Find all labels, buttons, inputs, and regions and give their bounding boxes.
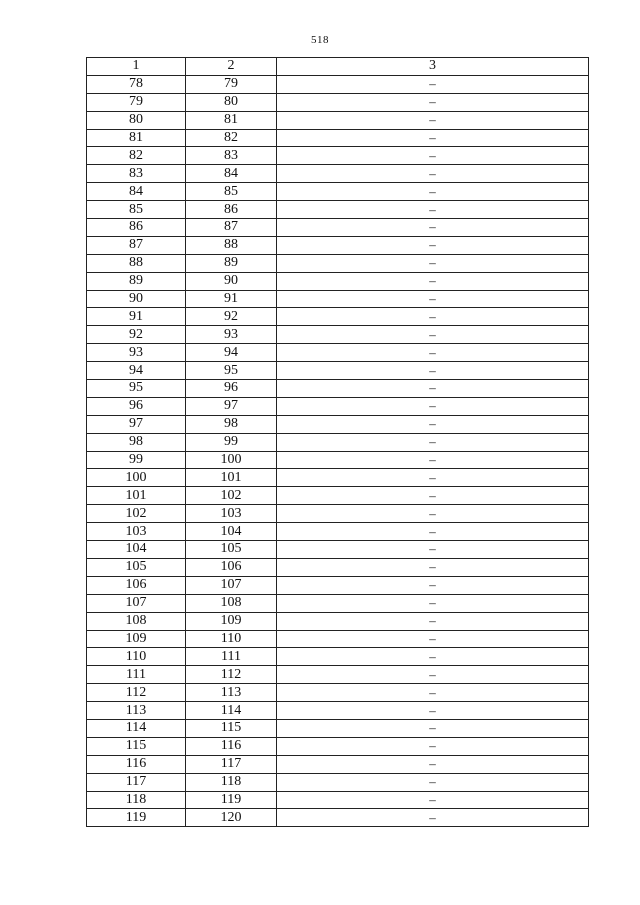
table-cell-col-1: 93 <box>87 344 186 362</box>
data-table <box>86 57 589 827</box>
table-cell-col-1: 112 <box>87 684 186 702</box>
table-cell-col-2: 104 <box>186 523 277 541</box>
table-cell-col-3: – <box>277 612 589 630</box>
table-cell-col-1: 95 <box>87 380 186 398</box>
table-cell-col-2: 116 <box>186 737 277 755</box>
table-cell-col-2: 86 <box>186 201 277 219</box>
table-cell-col-2: 98 <box>186 415 277 433</box>
table-cell-col-3: – <box>277 648 589 666</box>
table-cell-col-3: – <box>277 129 589 147</box>
table-row <box>87 111 589 129</box>
table-cell-col-3: – <box>277 666 589 684</box>
table-cell-col-2: 82 <box>186 129 277 147</box>
table-row <box>87 201 589 219</box>
table-row <box>87 594 589 612</box>
table-cell-col-3: – <box>277 326 589 344</box>
table-cell-col-1: 99 <box>87 451 186 469</box>
table-cell-col-1: 111 <box>87 666 186 684</box>
table-row <box>87 648 589 666</box>
table-cell-col-2: 95 <box>186 362 277 380</box>
table-cell-col-3: – <box>277 93 589 111</box>
table-cell-col-1: 86 <box>87 219 186 237</box>
table-cell-col-2: 106 <box>186 558 277 576</box>
table-row <box>87 809 589 827</box>
table-cell-col-2: 102 <box>186 487 277 505</box>
table-cell-col-2: 108 <box>186 594 277 612</box>
table-row <box>87 236 589 254</box>
table-cell-col-3: – <box>277 451 589 469</box>
table-cell-col-3: – <box>277 219 589 237</box>
table-cell-col-1: 118 <box>87 791 186 809</box>
table-cell-col-2: 120 <box>186 809 277 827</box>
table-cell-col-1: 81 <box>87 129 186 147</box>
table-cell-col-3: – <box>277 576 589 594</box>
table-row <box>87 326 589 344</box>
table-cell-col-2: 113 <box>186 684 277 702</box>
table-row <box>87 129 589 147</box>
table-cell-col-2: 107 <box>186 576 277 594</box>
table-row <box>87 362 589 380</box>
table-cell-col-2: 112 <box>186 666 277 684</box>
table-row <box>87 487 589 505</box>
table-cell-col-2: 115 <box>186 719 277 737</box>
table-cell-col-3: – <box>277 487 589 505</box>
table-cell-col-3: – <box>277 290 589 308</box>
table-row <box>87 75 589 93</box>
table-cell-col-3: – <box>277 737 589 755</box>
table-cell-col-2: 109 <box>186 612 277 630</box>
table-cell-col-2: 101 <box>186 469 277 487</box>
table-body <box>87 75 589 826</box>
table-cell-col-3: – <box>277 684 589 702</box>
table-cell-col-1: 107 <box>87 594 186 612</box>
table-cell-col-1: 116 <box>87 755 186 773</box>
table-cell-col-3: – <box>277 147 589 165</box>
table-cell-col-2: 103 <box>186 505 277 523</box>
page-number: 518 <box>311 34 329 46</box>
table-cell-col-3: – <box>277 362 589 380</box>
table-cell-col-1: 106 <box>87 576 186 594</box>
table-cell-col-1: 109 <box>87 630 186 648</box>
table-row <box>87 433 589 451</box>
table-cell-col-3: – <box>277 433 589 451</box>
table-cell-col-2: 96 <box>186 380 277 398</box>
table-row <box>87 397 589 415</box>
table-cell-col-2: 87 <box>186 219 277 237</box>
table-cell-col-2: 117 <box>186 755 277 773</box>
table-cell-col-3: – <box>277 308 589 326</box>
table-cell-col-1: 88 <box>87 254 186 272</box>
table-row <box>87 290 589 308</box>
table-cell-col-1: 84 <box>87 183 186 201</box>
table-cell-col-3: – <box>277 254 589 272</box>
table-row <box>87 737 589 755</box>
column-header-1: 1 <box>87 58 186 76</box>
table-cell-col-1: 114 <box>87 719 186 737</box>
table-cell-col-2: 100 <box>186 451 277 469</box>
table-cell-col-1: 94 <box>87 362 186 380</box>
table-row <box>87 415 589 433</box>
table-cell-col-1: 110 <box>87 648 186 666</box>
table-cell-col-3: – <box>277 809 589 827</box>
table-cell-col-3: – <box>277 469 589 487</box>
table-cell-col-1: 79 <box>87 93 186 111</box>
table-cell-col-1: 101 <box>87 487 186 505</box>
table-cell-col-2: 99 <box>186 433 277 451</box>
table-cell-col-3: – <box>277 558 589 576</box>
table-cell-col-1: 83 <box>87 165 186 183</box>
table-cell-col-1: 102 <box>87 505 186 523</box>
table-cell-col-3: – <box>277 719 589 737</box>
table-cell-col-2: 92 <box>186 308 277 326</box>
table-row <box>87 576 589 594</box>
table-cell-col-2: 81 <box>186 111 277 129</box>
table-cell-col-2: 89 <box>186 254 277 272</box>
table-row <box>87 541 589 559</box>
table-cell-col-1: 119 <box>87 809 186 827</box>
table-row <box>87 254 589 272</box>
table-row <box>87 93 589 111</box>
table-cell-col-3: – <box>277 183 589 201</box>
table-cell-col-3: – <box>277 505 589 523</box>
table-cell-col-2: 110 <box>186 630 277 648</box>
table-cell-col-3: – <box>277 630 589 648</box>
table-cell-col-2: 85 <box>186 183 277 201</box>
table-cell-col-1: 97 <box>87 415 186 433</box>
table-cell-col-2: 84 <box>186 165 277 183</box>
table-cell-col-3: – <box>277 541 589 559</box>
table-cell-col-1: 90 <box>87 290 186 308</box>
table-row <box>87 219 589 237</box>
table-cell-col-3: – <box>277 75 589 93</box>
table-row <box>87 380 589 398</box>
table-row <box>87 773 589 791</box>
table-cell-col-2: 90 <box>186 272 277 290</box>
table-row <box>87 523 589 541</box>
table-cell-col-3: – <box>277 380 589 398</box>
table-row <box>87 719 589 737</box>
column-header-3: 3 <box>277 58 589 76</box>
table-cell-col-2: 83 <box>186 147 277 165</box>
table-cell-col-1: 78 <box>87 75 186 93</box>
table-cell-col-2: 88 <box>186 236 277 254</box>
table-cell-col-3: – <box>277 594 589 612</box>
table-cell-col-3: – <box>277 755 589 773</box>
table-cell-col-1: 100 <box>87 469 186 487</box>
table-cell-col-3: – <box>277 344 589 362</box>
table-row <box>87 755 589 773</box>
table-cell-col-3: – <box>277 415 589 433</box>
table-row <box>87 147 589 165</box>
table-cell-col-2: 105 <box>186 541 277 559</box>
table-cell-col-1: 91 <box>87 308 186 326</box>
table-cell-col-1: 89 <box>87 272 186 290</box>
table-cell-col-1: 92 <box>87 326 186 344</box>
table-cell-col-1: 96 <box>87 397 186 415</box>
table-cell-col-1: 98 <box>87 433 186 451</box>
table-cell-col-1: 85 <box>87 201 186 219</box>
table-cell-col-3: – <box>277 272 589 290</box>
table-cell-col-3: – <box>277 791 589 809</box>
table-cell-col-1: 103 <box>87 523 186 541</box>
table-cell-col-2: 97 <box>186 397 277 415</box>
table-cell-col-2: 79 <box>186 75 277 93</box>
table-cell-col-3: – <box>277 773 589 791</box>
table-cell-col-3: – <box>277 397 589 415</box>
table-header-row <box>87 58 589 76</box>
table-cell-col-2: 119 <box>186 791 277 809</box>
table-row <box>87 558 589 576</box>
table-cell-col-2: 94 <box>186 344 277 362</box>
table-row <box>87 308 589 326</box>
table-cell-col-3: – <box>277 165 589 183</box>
table-cell-col-2: 118 <box>186 773 277 791</box>
table-row <box>87 469 589 487</box>
table-row <box>87 344 589 362</box>
table-cell-col-3: – <box>277 111 589 129</box>
table-cell-col-1: 104 <box>87 541 186 559</box>
table-row <box>87 165 589 183</box>
table-cell-col-3: – <box>277 236 589 254</box>
table-row <box>87 505 589 523</box>
table-cell-col-2: 91 <box>186 290 277 308</box>
table-row <box>87 630 589 648</box>
table-cell-col-1: 117 <box>87 773 186 791</box>
table-row <box>87 272 589 290</box>
table-cell-col-1: 80 <box>87 111 186 129</box>
table-cell-col-2: 80 <box>186 93 277 111</box>
table-cell-col-1: 108 <box>87 612 186 630</box>
table-row <box>87 702 589 720</box>
table-cell-col-3: – <box>277 702 589 720</box>
table-cell-col-3: – <box>277 523 589 541</box>
table-cell-col-2: 111 <box>186 648 277 666</box>
column-header-2: 2 <box>186 58 277 76</box>
table-cell-col-3: – <box>277 201 589 219</box>
table-cell-col-1: 87 <box>87 236 186 254</box>
table-cell-col-2: 114 <box>186 702 277 720</box>
table-cell-col-2: 93 <box>186 326 277 344</box>
table-cell-col-1: 82 <box>87 147 186 165</box>
table-row <box>87 684 589 702</box>
table-row <box>87 791 589 809</box>
table-cell-col-1: 105 <box>87 558 186 576</box>
table-cell-col-1: 115 <box>87 737 186 755</box>
table-row <box>87 183 589 201</box>
table-row <box>87 451 589 469</box>
table-row <box>87 612 589 630</box>
table-cell-col-1: 113 <box>87 702 186 720</box>
table-row <box>87 666 589 684</box>
